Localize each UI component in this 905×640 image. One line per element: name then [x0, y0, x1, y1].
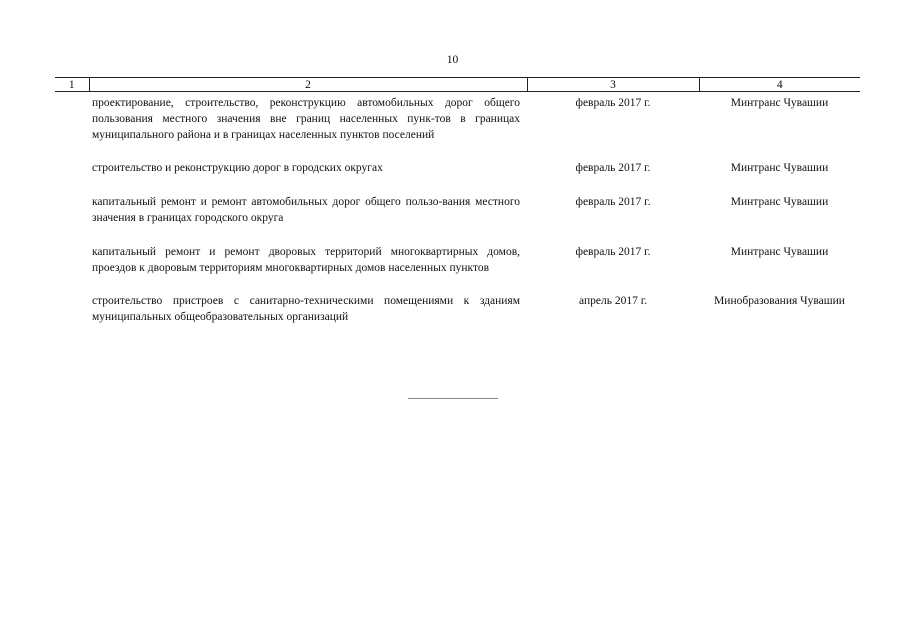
table-row: [55, 245, 860, 295]
row-number: [55, 294, 89, 344]
row-date: февраль 2017 г.: [575, 196, 651, 209]
row-number: [55, 92, 89, 162]
row-description: строительство и реконструкцию дорог в городских округах: [92, 162, 383, 175]
row-description: капитальный ремонт и ремонт дворовых территорий многоквартирных домов, проездов к дворовым территориям многоквартирных домов населенных пунктов: [92, 245, 520, 274]
end-of-document-rule: [408, 398, 498, 399]
row-date: февраль 2017 г.: [575, 97, 651, 109]
row-executor: Минобразования Чувашии: [714, 295, 845, 308]
row-number: [55, 195, 89, 245]
row-date: апрель 2017 г.: [579, 295, 647, 308]
page-number: 10: [446, 54, 459, 66]
column-header-4: 4: [699, 78, 860, 92]
row-date: февраль 2017 г.: [575, 245, 651, 258]
column-header-2: 2: [89, 78, 527, 92]
table-row: [55, 161, 860, 195]
row-executor: Минтранс Чувашии: [730, 97, 829, 109]
row-number: [55, 161, 89, 195]
row-executor: Минтранс Чувашии: [730, 245, 829, 258]
row-description: строительство пристроев с санитарно-техническими помещениями к зданиям муниципальных общеобразовательных организаций: [92, 295, 520, 324]
row-date: февраль 2017 г.: [575, 162, 651, 175]
row-description: проектирование, строительство, реконструкцию автомобильных дорог общего пользования местного значения вне границ населенных пунк-тов в границах муниципального района и в границах населенных пунктов поселений: [92, 97, 520, 141]
row-number: [55, 245, 89, 295]
table-header: [55, 78, 860, 92]
column-header-3: 3: [527, 78, 699, 92]
table-row: [55, 195, 860, 245]
table-row: [55, 92, 860, 162]
table-row: [55, 294, 860, 344]
header-row: [55, 78, 860, 92]
row-executor: Минтранс Чувашии: [730, 162, 829, 175]
row-description: капитальный ремонт и ремонт автомобильных дорог общего пользо-вания местного значения в границах городского округа: [92, 196, 520, 224]
column-header-1: 1: [55, 78, 89, 92]
table-body: [55, 92, 860, 344]
plan-table: [55, 77, 860, 344]
row-executor: Минтранс Чувашии: [730, 196, 829, 209]
